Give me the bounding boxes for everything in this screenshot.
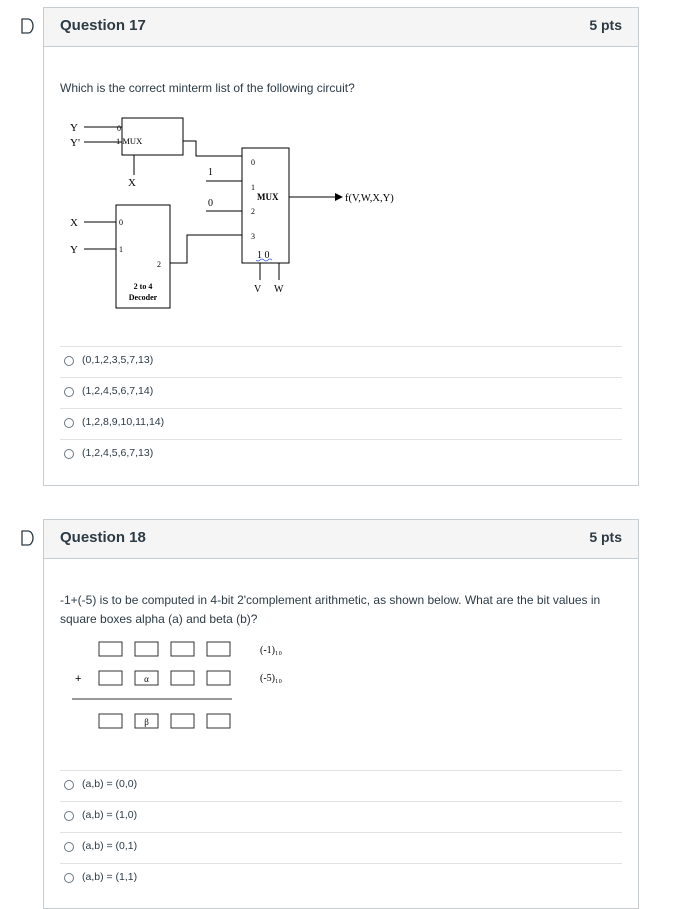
answer-option[interactable] bbox=[60, 377, 622, 408]
decoder-input-y-label: Y bbox=[70, 244, 78, 256]
radio-button[interactable] bbox=[64, 780, 74, 790]
radio-button[interactable] bbox=[64, 811, 74, 821]
mux2-select-v-label: V bbox=[254, 284, 262, 295]
plus-sign: + bbox=[75, 673, 82, 685]
question-text: Which is the correct minterm list of the following circuit? bbox=[60, 81, 355, 95]
bit-box bbox=[207, 671, 230, 685]
row2-value-label: (-5)₁₀ bbox=[260, 673, 282, 684]
question-title: Question 18 bbox=[60, 529, 146, 546]
answer-option[interactable] bbox=[60, 346, 622, 377]
mux2-input-1-label: 1 bbox=[251, 183, 255, 192]
constant-1-label: 1 bbox=[208, 167, 213, 178]
input-y-label: Y bbox=[70, 122, 78, 134]
answer-list bbox=[60, 770, 622, 894]
question-18 bbox=[43, 519, 639, 909]
addition-figure bbox=[64, 638, 324, 738]
answer-label: (a,b) = (1,0) bbox=[82, 809, 138, 821]
answer-option[interactable] bbox=[60, 408, 622, 439]
answer-label: (a,b) = (0,0) bbox=[82, 778, 138, 790]
mux2-input-2-label: 2 bbox=[251, 207, 255, 216]
decoder-name-label-1: 2 to 4 bbox=[133, 282, 153, 291]
flag-question-18-icon[interactable] bbox=[20, 530, 34, 546]
beta-label: β bbox=[144, 717, 149, 727]
mux2-block bbox=[242, 148, 289, 263]
radio-button[interactable] bbox=[64, 873, 74, 883]
bit-box bbox=[135, 642, 158, 656]
answer-option[interactable] bbox=[60, 801, 622, 832]
mux2-select-w-label: W bbox=[274, 284, 284, 295]
question-header bbox=[44, 8, 638, 47]
decoder-pin-0-label: 0 bbox=[119, 218, 123, 227]
answer-label: (0,1,2,3,5,7,13) bbox=[82, 354, 154, 366]
answer-label: (1,2,4,5,6,7,14) bbox=[82, 385, 154, 397]
input-y-prime-label: Y' bbox=[70, 137, 80, 149]
radio-button[interactable] bbox=[64, 356, 74, 366]
circuit-diagram bbox=[56, 113, 456, 323]
bit-box bbox=[171, 714, 194, 728]
mux2-input-0-label: 0 bbox=[251, 158, 255, 167]
answer-label: (1,2,4,5,6,7,13) bbox=[82, 447, 154, 459]
answer-option[interactable] bbox=[60, 863, 622, 894]
bit-box bbox=[171, 671, 194, 685]
bit-box bbox=[171, 642, 194, 656]
row1-value-label: (-1)₁₀ bbox=[260, 645, 282, 656]
answer-label: (a,b) = (0,1) bbox=[82, 840, 138, 852]
radio-button[interactable] bbox=[64, 449, 74, 459]
mux1-select-x-label: X bbox=[128, 177, 136, 189]
flag-question-17-icon[interactable] bbox=[20, 18, 34, 34]
mux2-select-label: 1 0 bbox=[257, 250, 270, 261]
question-points: 5 pts bbox=[589, 529, 622, 545]
decoder-pin-1-label: 1 bbox=[119, 245, 123, 254]
alpha-label: α bbox=[144, 674, 149, 684]
bit-box bbox=[99, 642, 122, 656]
output-function-label: f(V,W,X,Y) bbox=[345, 193, 394, 204]
mux2-name-label: MUX bbox=[257, 192, 279, 202]
answer-list bbox=[60, 346, 622, 470]
bit-box bbox=[99, 714, 122, 728]
question-title: Question 17 bbox=[60, 17, 146, 34]
bit-box bbox=[207, 714, 230, 728]
constant-0-label: 0 bbox=[208, 198, 213, 209]
decoder-input-x-label: X bbox=[70, 217, 78, 229]
bit-box bbox=[207, 642, 230, 656]
decoder-out-2-label: 2 bbox=[157, 260, 161, 269]
radio-button[interactable] bbox=[64, 842, 74, 852]
answer-option[interactable] bbox=[60, 439, 622, 470]
mux2-input-3-label: 3 bbox=[251, 232, 255, 241]
answer-option[interactable] bbox=[60, 832, 622, 863]
question-text: -1+(-5) is to be computed in 4-bit 2'complement arithmetic, as shown below. What are the bit values in square boxes alpha (a) and beta (b)? bbox=[60, 593, 601, 626]
answer-label: (a,b) = (1,1) bbox=[82, 871, 138, 883]
answer-option[interactable] bbox=[60, 770, 622, 801]
bit-box bbox=[99, 671, 122, 685]
answer-label: (1,2,8,9,10,11,14) bbox=[82, 416, 165, 428]
radio-button[interactable] bbox=[64, 418, 74, 428]
mux1-name-label: 1 MUX bbox=[116, 136, 143, 146]
decoder-name-label-2: Decoder bbox=[128, 293, 158, 302]
mux1-input-0-label: 0 bbox=[117, 124, 121, 133]
question-header bbox=[44, 520, 638, 559]
radio-button[interactable] bbox=[64, 387, 74, 397]
question-17 bbox=[43, 7, 639, 486]
question-points: 5 pts bbox=[589, 17, 622, 33]
